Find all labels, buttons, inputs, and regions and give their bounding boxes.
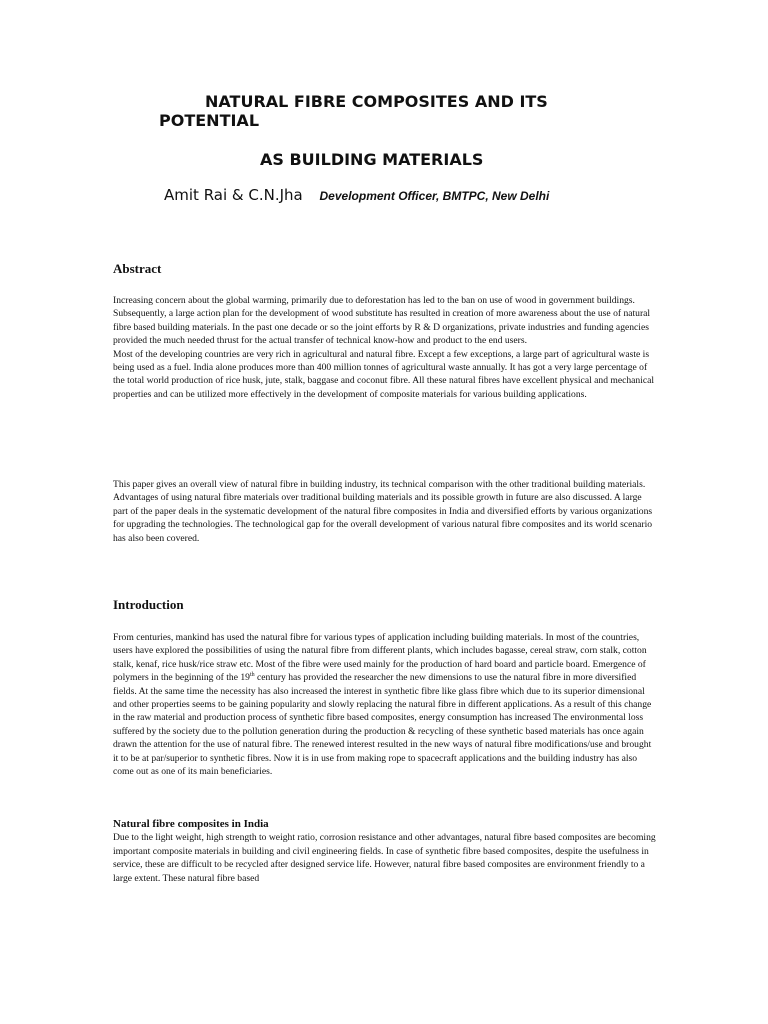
abstract-body xyxy=(113,294,658,401)
introduction-text-part-2: century has provided the researcher the new dimensions to use the natural fibre in more diversified fields. At the same time the necessity has also increased the interest in synthetic fibre like glass fibre which due to its superior dimensional and other properties seems to be gaining popularity and slowly replacing the natural fibre in different applications. As a result of this change in the raw material and production process of synthetic fibre based composites, energy consumption has increased The environmental loss suffered by the society due to the pollution generation during the production & recycling of these synthetic based materials has once again drawn the attention for the use of natural fibre. The renewed interest resulted in the new ways of natural fibre modifications/use and brought it to be at par/superior to synthetic fibres. Now it is in use from making rope to spacecraft applications and the building industry has also come out as one of its main beneficiaries. xyxy=(113,672,652,778)
title-line-1: NATURAL FIBRE COMPOSITES AND ITS xyxy=(205,92,548,111)
composites-india-paragraph-1: Due to the light weight, high strength to weight ratio, corrosion resistance and other advantages, natural fibre based composites are becoming important composite materials in building and civil engineering fields. In case of synthetic fibre based composites, despite the usefulness in service, these are difficult to be recycled after designed service life. However, natural fibre based composites are environment friendly to a large extent. These natural fibre based xyxy=(113,832,656,884)
introduction-text-part-1: From centuries, mankind has used the natural fibre for various types of application including building materials. In most of the countries, users have explored the possibilities of using the natural fibre from different plants, which includes bagasse, cereal straw, corn stalk, cotton stalk, kenaf, rice husk/rice straw etc. Most of the fibre were used mainly for the production of hard board and particle board. Emergence of polymers in the beginning of the 19 xyxy=(113,632,647,684)
abstract-paragraph-2: Most of the developing countries are very rich in agricultural and natural fibre. Except a few exceptions, a large part of agricultural waste is being used as a fuel. India alone produces more than 400 million tonnes of agricultural waste annually. It has got a very large percentage of the total world production of rice husk, jute, stalk, baggase and coconut fibre. All these natural fibres have excellent physical and mechanical properties and can be utilized more effectively in the development of composite materials for various building applications. xyxy=(113,348,655,400)
introduction-heading: Introduction xyxy=(113,597,184,612)
author-line xyxy=(164,186,549,204)
introduction-body xyxy=(113,631,658,778)
abstract-paragraph-3: This paper gives an overall view of natural fibre in building industry, its technical comparison with the other traditional building materials. Advantages of using natural fibre materials over traditional building materials and its possible growth in future are also discussed. A large part of the paper deals in the systematic development of the natural fibre composites in India and diversified efforts by various organizations for upgrading the technologies. The technological gap for the overall development of various natural fibre composites and its world scenario has also been covered. xyxy=(113,479,653,544)
composites-india-section xyxy=(113,818,658,885)
title-line-2: POTENTIAL xyxy=(159,111,260,130)
title-line-3: AS BUILDING MATERIALS xyxy=(260,150,484,169)
abstract-heading: Abstract xyxy=(113,261,162,276)
composites-india-heading: Natural fibre composites in India xyxy=(113,818,269,830)
introduction-paragraph-1 xyxy=(113,631,658,778)
author-names: Amit Rai & C.N.Jha xyxy=(164,186,303,204)
abstract-body-2 xyxy=(113,478,658,545)
author-affiliation: Development Officer, BMTPC, New Delhi xyxy=(319,189,550,203)
superscript-th: th xyxy=(249,672,255,679)
abstract-paragraph-1: Increasing concern about the global warming, primarily due to deforestation has led to the ban on use of wood in government buildings. Subsequently, a large action plan for the development of wood substitute has resulted in creation of more awareness about the use of natural fibre based building materials. In the past one decade or so the joint efforts by R & D organizations, private industries and funding agencies provided the much needed thrust for the actual transfer of technical know-how and product to the end users. xyxy=(113,295,651,347)
